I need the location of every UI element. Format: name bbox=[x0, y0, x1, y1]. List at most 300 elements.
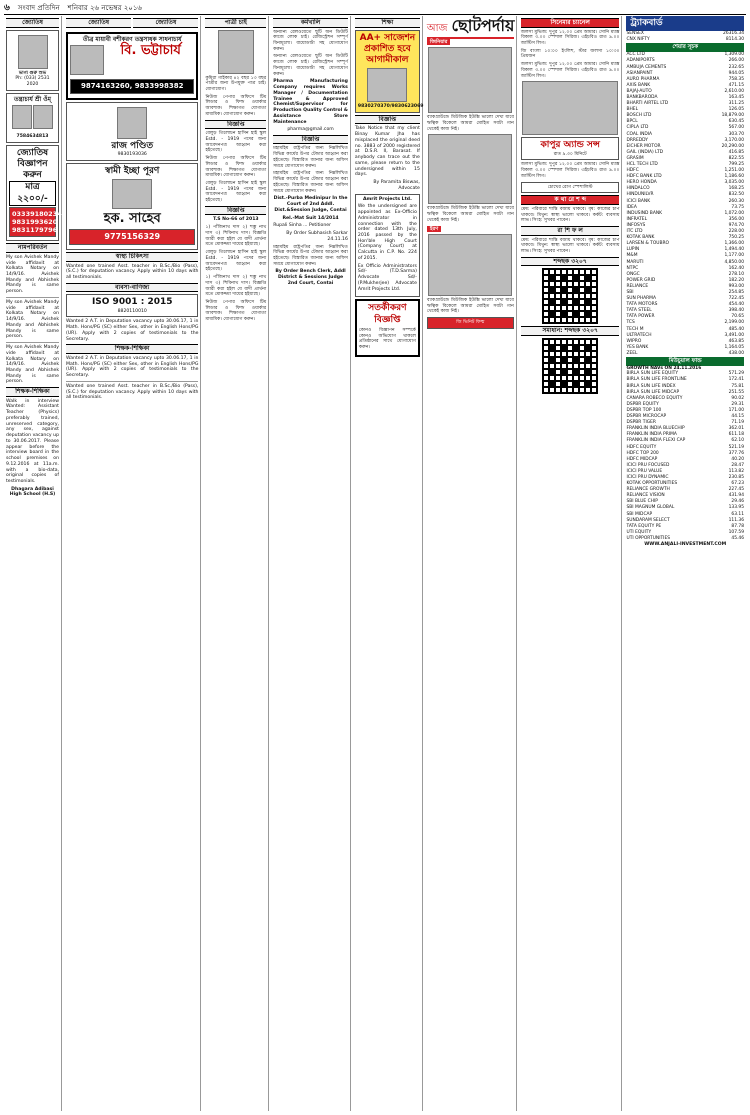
fund-row-value: 45.46 bbox=[731, 535, 744, 541]
astro-name: ভাগ্য গুরু শুভ bbox=[18, 70, 47, 76]
fund-row-value: 90.02 bbox=[731, 395, 744, 401]
name-change-text-2: My son Avishek Mandy vide affidavit at Kolkata Notary on 14/9/16. Avishek Mandy and Abhishek Mandy is same person. bbox=[6, 299, 59, 340]
fund-row-value: 29.46 bbox=[731, 499, 744, 505]
jyotish-phones bbox=[9, 207, 62, 237]
stock-row-name: INFOSYS bbox=[626, 222, 646, 228]
fund-row-value: 133.95 bbox=[728, 505, 744, 511]
tv-header bbox=[427, 16, 514, 39]
stock-row-value: 832.50 bbox=[728, 192, 744, 198]
stock-row-value: 278.10 bbox=[728, 271, 744, 277]
coaching-ad bbox=[355, 30, 424, 113]
tv-text-2: ব্যাকগ্রাউন্ডে মিউজিক ইউক্সি ভালো দেখা যাবে ঋত্বিক বিকেলে আমরা মোহিত সবটা গান থেকেই কাজ নিই। bbox=[426, 206, 514, 223]
cinema-text-3: জলসা মুভিজ: দুপুর ১২.০০ প্রেম আমার। সোনি ম্যাক্স বিকাল ৩.০০ স্পেশাল সিরিজ। এইচবিও রাত ৯.০০ জাস্টিস লিগ। bbox=[520, 162, 620, 179]
stock-row-name: SBI bbox=[626, 289, 634, 295]
stock-row-name: INFRATEL bbox=[626, 216, 648, 222]
stock-row-value: 1,494.40 bbox=[724, 247, 744, 253]
suit-text-4: নিউজ পেপার অফিসে টিম লিডার ও ফিল্ড ওয়ার্কার আবশ্যক। শিক্ষাগত যোগ্যতা মাধ্যমিক। যোগাযোগ করুন। bbox=[205, 300, 267, 323]
stock-row-value: 356.00 bbox=[728, 216, 744, 222]
court-order: By Order Bench Clerk, Addl District & Sessions Judge 2nd Court, Contai bbox=[275, 269, 346, 286]
om-title: তন্ত্রাচার্য শ্রী ওঁম্ bbox=[13, 95, 51, 103]
fund-row-value: 172.41 bbox=[728, 377, 744, 383]
crossword-grid bbox=[542, 268, 598, 324]
court-title: Dist.-Purba Medinipur In the Court of 2nd Addl. Dist.&Session Judge, Contai bbox=[273, 196, 348, 213]
fund-row-value: 113.82 bbox=[728, 468, 744, 474]
column-7 bbox=[519, 16, 623, 1111]
paper-name: সংবাদ প্রতিদিন bbox=[17, 4, 60, 13]
column-5 bbox=[353, 16, 423, 1111]
stock-row-value: 254.85 bbox=[728, 289, 744, 295]
haq-phone: 9775156329 bbox=[69, 229, 195, 245]
page-number: ৬ bbox=[4, 2, 10, 13]
clinic-text: চোখের রোগ স্পেশালিস্ট bbox=[547, 184, 593, 190]
bride-heading: পাত্রী চাই bbox=[205, 18, 266, 28]
stock-row-name: AURO PHARMA bbox=[626, 76, 660, 82]
tv-photo-2 bbox=[428, 134, 512, 204]
suit-text: ১) পাঁজিনাথ দাস ২) শম্ভু নাথ দাস ৩) শিবিনাথ দাস। বিজ্ঞপ্তি জারী করা হইল যে বাদী প্রার্থনা মতে মোকদ্দমা দায়ের হইয়াছে। bbox=[205, 225, 267, 248]
business-heading: ব্যবসা-বাণিজ্য bbox=[66, 283, 198, 293]
stock-row-name: HDFC BANK LTD bbox=[626, 174, 662, 180]
fund-row-value: 107.59 bbox=[728, 529, 744, 535]
stock-row-value: 758.35 bbox=[728, 76, 744, 82]
coaching-title: AA+ সাজেশন প্রকাশিত হবে আগামীকাল bbox=[359, 32, 416, 65]
kapur-photo bbox=[522, 81, 618, 135]
stock-row-value: 163.45 bbox=[728, 94, 744, 100]
fund-row-value: 611.18 bbox=[728, 432, 744, 438]
horoscope-text: মেষ: পরিবারে শান্তি বজায় থাকবে। বৃষ: কাজের চাপ থাকবে। মিথুন: স্বাস্থ্য ভালো থাকবে। কর্কট: ব্যবসায় লাভ। সিংহ: সুখবর পাবেন। bbox=[520, 206, 620, 224]
haq-photo bbox=[112, 179, 152, 209]
suit-number: T.S No-66 of 2013 bbox=[213, 217, 259, 223]
nifty-label: CNX NIFTY bbox=[626, 37, 650, 43]
fund-row-value: 40.20 bbox=[731, 456, 744, 462]
tv-ribbon-text: জি ভিনিট ফিল্ম bbox=[456, 320, 485, 326]
pharma-text: Pharma Manufacturing Company requires Works Manager / Documentation Trainee & Approved Chemist/Supervisor for Production Quality Control & Assistance Store Maintenance bbox=[273, 79, 348, 125]
stock-row-value: 2,610.00 bbox=[724, 88, 744, 94]
mf-heading: মিউচুয়াল ফান্ড bbox=[626, 357, 744, 366]
astro-phone: Ph: (033) 2531 2020 bbox=[15, 76, 50, 87]
stock-row-value: 303.70 bbox=[728, 131, 744, 137]
court-adv: By Order Subhasish Sarkar 24.11.16 bbox=[286, 231, 348, 242]
astrologer-photo bbox=[18, 35, 48, 69]
stock-row-name: HINDALCO bbox=[626, 186, 650, 192]
stock-row-name: M&M bbox=[626, 253, 638, 259]
stock-row-name: BHEL bbox=[626, 107, 639, 113]
category-heading: জ্যোতিষ bbox=[6, 18, 59, 28]
fund-row-name: SBI MAGNUM GLOBAL bbox=[626, 505, 675, 511]
fund-row-name: FRANKLIN INDIA FLEXI CAP bbox=[626, 438, 686, 444]
grid-cell bbox=[591, 317, 597, 323]
stock-row-name: ACC LTD bbox=[626, 52, 645, 58]
fund-row-value: 111.36 bbox=[728, 517, 744, 523]
tv-photo-3 bbox=[428, 234, 512, 296]
kapur-time: রাত ৯.৩০ মিনিটে bbox=[553, 151, 587, 157]
stock-row-value: 18,879.00 bbox=[721, 113, 744, 119]
fund-row-value: 29.31 bbox=[731, 401, 744, 407]
column-2 bbox=[64, 16, 201, 1111]
notice-heading: বিজ্ঞপ্তি bbox=[205, 120, 266, 130]
puzzle-heading: শব্দছক ৩২০৭ bbox=[521, 257, 620, 267]
haq-name: হক. সাহেব bbox=[103, 210, 161, 226]
bhattacharya-name: বি. ভট্টাচার্য bbox=[120, 43, 181, 58]
fund-row-name: ICICI PRU VALUE bbox=[626, 468, 663, 474]
suit-text-2: বেলুড় তিলোচন হাসিন হাই স্কুল Estd. - 1919 পদের জন্য আবেদনপত্র আহ্বান করা হইতেছে। bbox=[205, 250, 267, 273]
fund-row-value: 28.47 bbox=[731, 462, 744, 468]
stock-list bbox=[626, 52, 744, 357]
stock-row-name: KOTAK BANK bbox=[626, 235, 655, 241]
stock-row-value: 944.05 bbox=[728, 70, 744, 76]
fund-row-value: 571.29 bbox=[728, 371, 744, 377]
column-3 bbox=[203, 16, 269, 1111]
kapur-title: কাপুর অ্যান্ড সন্স bbox=[540, 140, 600, 151]
amrit-sign: Ex Officio Administrators Sd/- (T.D.Sarma) Advocate Sd/- (P.Mukherjee) Advocate Amrit Projects Ltd. bbox=[357, 263, 417, 292]
notice-text: বেলুড় তিলোচন হাসিন হাই স্কুল Estd. - 1919 পদের জন্য আবেদনপত্র আহ্বান করা হইতেছে। bbox=[205, 131, 267, 154]
stock-row-value: 1,186.60 bbox=[724, 174, 744, 180]
stock-row-name: AXIS BANK bbox=[626, 82, 651, 88]
swami-title: স্বামী ইচ্ছা পূরণ bbox=[105, 165, 160, 176]
fund-row-name: BIRLA SUN LIFE MIDCAP bbox=[626, 389, 680, 395]
stock-row-name: LARSEN & TOUBRO bbox=[626, 241, 670, 247]
caution-notice bbox=[355, 299, 420, 356]
deed-by: By Paramita Biswas, Advocate bbox=[373, 180, 420, 191]
stock-row-name: RELIANCE bbox=[626, 283, 649, 289]
name-change-text-3: My son Avishek Mandy vide affidavit at Kolkata Notary on 14/9/16. Avishek Mandy and Abhishek Mandy is same person. bbox=[6, 345, 59, 385]
category-right: জ্যোতিষ bbox=[133, 18, 198, 28]
stock-row-value: 463.85 bbox=[728, 338, 744, 344]
fund-row-name: BIRLA SUN LIFE FRONTLINE bbox=[626, 377, 687, 383]
fund-row-value: 44.15 bbox=[731, 414, 744, 420]
name-change-heading: নামপরিবর্তন bbox=[6, 243, 59, 253]
wanted-text: Wanted 2 A.T. in Deputation vacancy upto 30.06.17, 1 in Math. Hons/PG (SC) either Sex, other in English Hons/PG (UR). Apply with 2 copies of testimonials to the Secretary. bbox=[66, 355, 199, 379]
stock-row-name: BPCL bbox=[626, 119, 638, 125]
investment-site: WWW.ANJALI-INVESTMENT.COM bbox=[644, 542, 727, 547]
tv-ribbon bbox=[427, 317, 514, 329]
fund-row-value: 171.00 bbox=[728, 407, 744, 413]
stock-row-value: 162.40 bbox=[728, 265, 744, 271]
stock-row-value: 750.25 bbox=[728, 235, 744, 241]
category-left: জ্যোতিষ bbox=[66, 18, 131, 28]
fund-row-value: 75.81 bbox=[731, 383, 744, 389]
stock-row-value: 70.65 bbox=[731, 314, 744, 320]
jobs-heading: কর্মখালি bbox=[273, 18, 348, 28]
fund-row-value: 63.11 bbox=[731, 511, 744, 517]
fund-row-name: HDFC EQUITY bbox=[626, 444, 657, 450]
stock-row-name: CIPLA LTD bbox=[626, 125, 649, 131]
education-heading: শিক্ষা bbox=[355, 18, 420, 28]
notice-heading-3: বিজ্ঞপ্তি bbox=[273, 135, 348, 145]
stock-row-name: ITC LTD bbox=[626, 229, 643, 235]
stock-row-name: ULTRATECH bbox=[626, 332, 652, 338]
stock-row-value: 266.00 bbox=[728, 58, 744, 64]
stock-row-name: HINDUNILVR bbox=[626, 192, 654, 198]
column-4 bbox=[271, 16, 351, 1111]
horoscope-heading: ক থা রে শ ব্দ bbox=[521, 195, 620, 205]
bhattacharya-ad bbox=[66, 32, 198, 100]
amrit-title: Amrit Projects Ltd. bbox=[362, 196, 412, 202]
notice-heading-2: বিজ্ঞপ্তি bbox=[205, 206, 266, 216]
om-photo-2 bbox=[33, 105, 53, 129]
clinic-ad bbox=[521, 182, 620, 194]
teacher-heading-2: শিক্ষক-শিক্ষিকা bbox=[66, 344, 198, 354]
court-text: মহামহিম রাষ্ট্রপতির জন্য নিম্নলিখিত বিভিন্ন কার্যের উপর টেন্ডার আহ্বান করা হইতেছে। বিস্তারিত জানার জন্য অফিস সময়ে যোগাযোগ করুন। bbox=[273, 244, 348, 267]
jobs-text: অন্যান্য রেলওয়েতে ছুটি অন ডিউটি কাজে লোক চাই। রেজিস্ট্রেশন সম্পূর্ণ বিনামূল্যে। বায়োডাটা সহ যোগাযোগ করুন। bbox=[273, 29, 348, 52]
jyotish-title: জ্যোতিষ বিজ্ঞাপন করুন bbox=[16, 147, 49, 181]
grid-cell bbox=[591, 387, 597, 393]
fund-row-name: SUNDARAM SELECT bbox=[626, 517, 670, 523]
stock-row-value: 398.40 bbox=[728, 308, 744, 314]
raj-title: রাজ পণ্ডিত bbox=[111, 140, 154, 151]
stock-row-value: 454.40 bbox=[728, 302, 744, 308]
bride-text: কুমিরা গাইকার ৪২ বছর ১৩ বছর পাত্রীর জন্য উপযুক্ত পাত্র চাই। যোগাযোগ। bbox=[205, 75, 267, 92]
fund-row-value: 251.55 bbox=[728, 389, 744, 395]
stock-row-value: 485.40 bbox=[728, 326, 744, 332]
fund-row-value: 521.19 bbox=[728, 444, 744, 450]
fund-row-name: BIRLA SUN LIFE INDEX bbox=[626, 383, 676, 389]
fund-row-name: DSPBR TIGER bbox=[626, 420, 656, 426]
stock-row-name: TECH M bbox=[626, 326, 644, 332]
fund-row-name: HDFC MIDCAP bbox=[626, 456, 658, 462]
fund-list bbox=[626, 371, 744, 542]
stock-row-name: HCL TECH LTD bbox=[626, 162, 658, 167]
om-phone: 7584634813 bbox=[16, 133, 49, 139]
stock-row-value: 799.25 bbox=[728, 162, 744, 167]
stock-row-name: ONGC bbox=[626, 271, 640, 277]
fund-row-value: 87.78 bbox=[731, 523, 744, 529]
fund-row-name: CANARA ROBECO EQUITY bbox=[626, 395, 683, 401]
stock-row-name: ICICI BANK bbox=[626, 198, 651, 204]
business-text: Wanted 2 A.T. in Deputation vacancy upto 30.06.17, 1 in Math. Hons/PG (SC) either Sex, other in English Hons/PG (UR). Apply with 2 copies of testimonials to the Secretary. bbox=[66, 319, 199, 342]
stock-row-value: 993.00 bbox=[728, 283, 744, 289]
teacher-ad-text: Walk in interview Wanted: Assistant Teacher (Physics) preferably trained, unreserved category, any sex, against deputation vacancy up to 30.06.2017. Please appear before the interview board in the school premises on 9.12.2016 at 11a.m. with a bio-data, original copies of testimonials. bbox=[6, 398, 59, 484]
rashi-heading: রা শি ফ ল bbox=[521, 226, 620, 236]
iso-title: ISO 9001 : 2015 bbox=[91, 297, 173, 308]
caution-text: কোনও বিজ্ঞাপন সম্পর্কে কোনও অভিযোগ থাকলে প্রতিষ্ঠানের সাথে যোগাযোগ করুন। bbox=[358, 327, 416, 351]
stock-row-name: EICHER MOTOR bbox=[626, 143, 661, 149]
fund-row-name: RELIANCE VISION bbox=[626, 493, 665, 499]
hindi-channels: জি বাংলা ১০:০০ ইংলিশ, স্টার জলসা ১০:৩০ প্রিয়জন bbox=[520, 48, 620, 60]
stock-row-value: 3,035.00 bbox=[724, 180, 744, 186]
stock-row-name: BHARTI AIRTEL LTD bbox=[626, 101, 669, 107]
shares-heading: শেয়ার সূচক bbox=[626, 43, 744, 52]
stock-row-name: INDUSIND BANK bbox=[626, 210, 662, 216]
kapur-box bbox=[521, 137, 620, 160]
fund-row-name: FRANKLIN INDIA PRIMA bbox=[626, 432, 677, 438]
cinema-text-2: জলসা মুভিজ: দুপুর ১২.০০ প্রেম আমার। সোনি ম্যাক্স বিকাল ৩.০০ স্পেশাল সিরিজ। এইচবিও রাত ৯.০০ জাস্টিস লিগ। bbox=[520, 62, 620, 79]
stock-row-name: SUN PHARMA bbox=[626, 296, 656, 302]
stock-row-name: HERO HONDA bbox=[626, 180, 657, 186]
stock-row-name: LUPIN bbox=[626, 247, 640, 253]
fund-row-value: 377.76 bbox=[728, 450, 744, 456]
court-plaintiff: Rupali Sinha ... Petitioner bbox=[273, 223, 331, 229]
amrit-notice bbox=[355, 194, 420, 298]
stock-row-value: 168.25 bbox=[728, 186, 744, 192]
stock-row-name: COAL INDIA bbox=[626, 131, 653, 137]
stock-row-name: BAJAJ-AUTO bbox=[626, 88, 652, 94]
sensex-label: SENSEX bbox=[626, 31, 644, 37]
tv-photo-1 bbox=[428, 47, 512, 113]
notice-text-c: বেলুড় তিলোচন হাসিন হাই স্কুল Estd. - 1919 পদের জন্য আবেদনপত্র আহ্বান করা হইতেছে। bbox=[205, 181, 267, 204]
stock-row-value: 567.00 bbox=[728, 125, 744, 131]
stock-row-name: ZEEL bbox=[626, 350, 638, 356]
stock-row-value: 1,177.00 bbox=[724, 253, 744, 259]
om-ad bbox=[6, 93, 59, 143]
bhattacharya-phone: 9874163260, 9833998382 bbox=[70, 79, 194, 94]
bride-photo bbox=[218, 30, 254, 74]
stock-row-value: 416.85 bbox=[728, 149, 744, 155]
stock-row-name: DRREDDY bbox=[626, 137, 648, 143]
jobs-text-2: অন্যান্য রেলওয়েতে ছুটি অন ডিউটি কাজে লোক চাই। রেজিস্ট্রেশন সম্পূর্ণ বিনামূল্যে। বায়োডাটা সহ যোগাযোগ করুন। bbox=[273, 54, 348, 77]
astro-ad bbox=[6, 30, 59, 91]
sensex-value: 26316.34 bbox=[723, 31, 744, 37]
bhattacharya-photo bbox=[70, 45, 104, 75]
stock-row-value: 311.25 bbox=[728, 101, 744, 107]
stock-row-value: 20,290.00 bbox=[721, 143, 744, 149]
issue-date: শনিবার ২৬ নভেম্বর ২০১৬ bbox=[67, 4, 142, 13]
raj-pandit-ad bbox=[66, 102, 198, 161]
fund-row-value: 71.19 bbox=[731, 420, 744, 426]
fund-row-name: SBI BLUE CHIP bbox=[626, 499, 658, 505]
teacher-heading: শিক্ষক-শিক্ষিকা bbox=[6, 387, 59, 397]
stock-row-value: 471.15 bbox=[728, 82, 744, 88]
jyotish-phone-3: 9831179796 bbox=[12, 226, 58, 235]
stock-row-value: 73.75 bbox=[731, 204, 744, 210]
stock-row-name: AMBUJA CEMENTS bbox=[626, 64, 667, 70]
suit-text-3: ১) পাঁজিনাথ দাস ২) শম্ভু নাথ দাস ৩) শিবিনাথ দাস। বিজ্ঞপ্তি জারী করা হইল যে বাদী প্রার্থনা মতে মোকদ্দমা দায়ের হইয়াছে। bbox=[205, 275, 267, 298]
raj-phone: 9830193036 bbox=[117, 152, 147, 157]
masthead bbox=[4, 3, 746, 15]
jyotish-price: মাত্র ২২০০/- bbox=[9, 181, 56, 206]
fund-row-value: 362.01 bbox=[728, 426, 744, 432]
stock-row-value: 228.00 bbox=[728, 229, 744, 235]
stock-row-value: 232.65 bbox=[728, 64, 744, 70]
stock-row-name: BANKBARODA bbox=[626, 94, 658, 100]
tv-header-title: ছোটপর্দায় bbox=[451, 16, 515, 35]
stock-row-name: TATA POWER bbox=[626, 314, 655, 320]
solution-heading: সমাধান: শব্দছক ৩২০৭ bbox=[521, 326, 620, 336]
fund-row-name: SBI MIDCAP bbox=[626, 511, 653, 517]
fund-row-name: DSPBR MICROCAP bbox=[626, 414, 667, 420]
solution-grid bbox=[542, 338, 598, 394]
notice-heading-4: বিজ্ঞপ্তি bbox=[355, 115, 420, 125]
tv-tag-1: জিনিয়ার bbox=[427, 39, 450, 45]
rashi-text: মেষ: পরিবারে শান্তি বজায় থাকবে। বৃষ: কাজের চাপ থাকবে। মিথুন: স্বাস্থ্য ভালো থাকবে। কর্কট: ব্যবসায় লাভ। সিংহ: সুখবর পাবেন। bbox=[520, 237, 620, 254]
bride-text-2: নিউজ পেপার অফিসে টিম লিডার ও ফিল্ড ওয়ার্কার আবশ্যক। শিক্ষাগত যোগ্যতা মাধ্যমিক। যোগাযোগ করুন। bbox=[205, 94, 267, 117]
stock-row-value: 4,850.00 bbox=[724, 259, 744, 265]
tracker-header: ট্র্যাকবার্ড bbox=[626, 16, 744, 31]
jyotish-phone-2: 9831993620 bbox=[12, 218, 58, 227]
fund-row-name: FRANKLIN INDIA BLUECHIP bbox=[626, 426, 685, 432]
fund-row-value: 62.10 bbox=[731, 438, 744, 444]
notice-text-b: নিউজ পেপার অফিসে টিম লিডার ও ফিল্ড ওয়ার্কার আবশ্যক। শিক্ষাগত যোগ্যতা মাধ্যমিক। যোগাযোগ করুন। bbox=[205, 156, 267, 179]
stock-row-value: 1,072.00 bbox=[724, 210, 744, 216]
tv-header-today: আজ bbox=[426, 23, 448, 34]
stock-row-name: TATA STEEL bbox=[626, 308, 652, 314]
stock-row-name: TCS bbox=[626, 320, 635, 326]
tv-tag-2: ইরণ bbox=[427, 226, 441, 232]
stock-row-value: 182.20 bbox=[728, 277, 744, 283]
column-8 bbox=[624, 16, 746, 1111]
fund-row-name: TATA EQUITY PE bbox=[626, 523, 662, 529]
stock-row-value: 630.45 bbox=[728, 119, 744, 125]
coaching-phone: 9830270370/9830623069 bbox=[357, 104, 424, 110]
fund-row-name: RELIANCE GROWTH bbox=[626, 487, 670, 493]
stock-row-name: ADANIPORTS bbox=[626, 58, 655, 64]
fund-row-name: DSPBR TOP 100 bbox=[626, 407, 662, 413]
fund-row-value: 227.45 bbox=[728, 487, 744, 493]
name-change-text: My son Avishek Mandy vide affidavit at Kolkata Notary on 14/9/16. Avishek Mandy and Abhishek Mandy is same person. bbox=[6, 254, 59, 295]
court-case: Rel.-Mat Suit 14/2014 bbox=[282, 215, 339, 221]
stock-row-value: 260.30 bbox=[728, 198, 744, 204]
mf-subheading: GROWTH NAVs ON 24.11.2016 bbox=[626, 365, 702, 371]
fund-row-name: ICICI PRU DYNAMIC bbox=[626, 474, 669, 480]
health-heading: স্বাস্থ্য চিকিৎসা bbox=[66, 252, 198, 262]
fund-row-name: BIRLA SUN LIFE EQUITY bbox=[626, 371, 679, 377]
jyotish-promo bbox=[6, 145, 62, 242]
stock-row-value: 3,170.00 bbox=[724, 137, 744, 143]
maya-title: তীব্র মায়াবী বশীকরণ তন্ত্রসাধক সাধনাচার্য bbox=[82, 35, 182, 43]
health-text: Wanted one trained Asst. teacher in B.Sc./Bio (Pass), (S.C.) for deputation vacancy. Apply within 10 days with all testimonials. bbox=[66, 263, 199, 281]
wanted-text-2: Wanted one trained Asst. teacher in B.Sc./Bio (Pass), (S.C.) for deputation vacancy. Apply within 10 days with all testimonials. bbox=[66, 383, 199, 401]
deed-notice: Take Notice that my client Binay Kumar Jha has misplaced the original deed no. 3883 of 2000 registered at D.S.R. II, Barasat. If anybody can trace out the same, please return to the undersigned within 15 days. bbox=[354, 126, 420, 178]
stock-row-value: 438.00 bbox=[728, 350, 744, 356]
raj-photo bbox=[117, 107, 147, 139]
stock-row-name: GAIL (INDIA) LTD bbox=[626, 149, 664, 155]
stock-row-name: POWER GRID bbox=[626, 277, 656, 283]
fund-row-name: UTI EQUITY bbox=[626, 529, 652, 535]
tv-text-3: ব্যাকগ্রাউন্ডে মিউজিক ইউক্সি ভালো দেখা যাবে ঋত্বিক বিকেলে আমরা মোহিত সবটা গান থেকেই কাজ নিই। bbox=[426, 297, 514, 315]
jyotish-phone-1: 03339180234 bbox=[12, 209, 62, 218]
stock-row-value: 1,366.00 bbox=[724, 241, 744, 247]
amrit-text: We the undersigned are appointed as Ex-Officio Administrator in connection with the order dated 13th July, 2016 passed by the Hon'ble High Court (Company Court) at Calcutta in C.P. No. 224 of 2015. bbox=[357, 204, 417, 261]
pharma-mail: pharma@gmail.com bbox=[287, 127, 334, 133]
iso-phone: 8820110010 bbox=[117, 308, 147, 314]
om-photo-1 bbox=[12, 105, 32, 129]
stock-row-value: 822.55 bbox=[728, 155, 744, 161]
fund-row-name: DSPBR EQUITY bbox=[626, 401, 659, 407]
tender-text-2: মহামহিম রাষ্ট্রপতির জন্য নিম্নলিখিত বিভিন্ন কার্যের উপর টেন্ডার আহ্বান করা হইতেছে। বিস্তারিত জানার জন্য অফিস সময়ে যোগাযোগ করুন। bbox=[273, 171, 348, 194]
stock-row-name: MARUTI bbox=[626, 259, 644, 265]
stock-row-name: WIPRO bbox=[626, 338, 642, 344]
stock-row-name: BOSCH LTD bbox=[626, 113, 652, 119]
tender-text: মহামহিম রাষ্ট্রপতির জন্য নিম্নলিখিত বিভিন্ন কার্যের উপর টেন্ডার আহ্বান করা হইতেছে। বিস্তারিত জানার জন্য অফিস সময়ে যোগাযোগ করুন। bbox=[273, 146, 348, 169]
coaching-photo bbox=[367, 68, 407, 102]
fund-row-name: KOTAK OPPORTUNITIES bbox=[626, 481, 678, 487]
caution-title: সতর্কীকরণ বিজ্ঞপ্তি bbox=[368, 303, 407, 325]
column-1 bbox=[4, 16, 62, 1111]
stock-row-value: 1,164.05 bbox=[724, 344, 744, 350]
haq-saheb-ad bbox=[66, 163, 198, 251]
cinema-heading: সিনেমার চ্যানেল bbox=[521, 18, 620, 28]
column-6 bbox=[425, 16, 517, 1111]
fund-row-name: HDFC TOP 200 bbox=[626, 450, 659, 456]
iso-ad bbox=[66, 294, 198, 317]
stock-row-name: GRASIM bbox=[626, 155, 644, 161]
teacher-school: Dhagara Adibasi High School (H.S) bbox=[9, 486, 56, 498]
stock-row-value: 722.45 bbox=[728, 296, 744, 302]
fund-row-name: UTI OPPORTUNITIES bbox=[626, 535, 671, 541]
stock-row-name: NTPC bbox=[626, 265, 639, 271]
stock-row-name: IDEA bbox=[626, 204, 637, 210]
stock-row-name: HDFC bbox=[626, 168, 639, 174]
tv-text-1: ব্যাকগ্রাউন্ডে মিউজিক ইউক্সি ভালো দেখা যাবে ঋত্বিক বিকেলে আমরা মোহিত সবটা গান থেকেই কাজ নিই। bbox=[426, 115, 514, 132]
stock-row-name: ASIANPAINT bbox=[626, 70, 653, 76]
fund-row-value: 431.94 bbox=[728, 493, 744, 499]
nifty-value: 8114.30 bbox=[725, 37, 744, 43]
fund-row-value: 230.85 bbox=[728, 474, 744, 480]
fund-row-value: 67.23 bbox=[731, 481, 744, 487]
stock-row-value: 974.70 bbox=[728, 222, 744, 228]
cinema-text: জলসা মুভিজ: দুপুর ১২.০০ প্রেম আমার। সোনি ম্যাক্স বিকাল ৩.০০ স্পেশাল সিরিজ। এইচবিও রাত ৯.০০ জাস্টিস লিগ। bbox=[520, 29, 620, 46]
stock-row-value: 3,491.00 bbox=[724, 332, 744, 338]
fund-row-name: ICICI PRU FOCUSED bbox=[626, 462, 670, 468]
